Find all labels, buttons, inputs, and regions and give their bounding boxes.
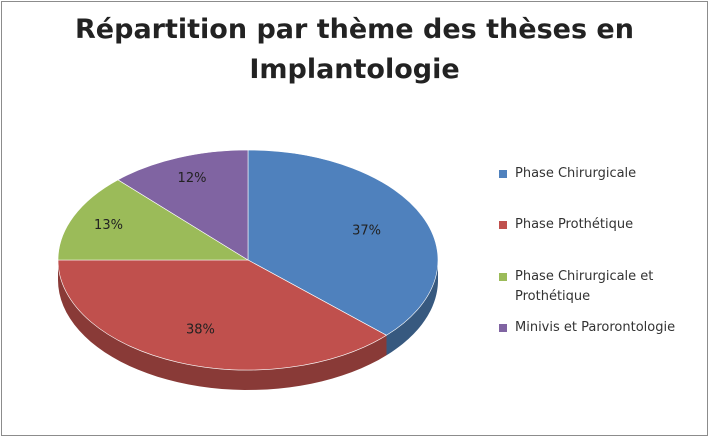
pie-label-3: 12% [177, 171, 207, 187]
pie-label-0: 37% [352, 223, 382, 239]
pie-slices [58, 150, 438, 370]
legend-item-0 [499, 164, 704, 184]
pie-label-2: 13% [94, 218, 123, 234]
chart-title-line-1: Répartition par thème des thèses en [75, 14, 634, 45]
legend-item-2 [499, 267, 704, 307]
legend-label-2: Phase Chirurgicale et Prothétique [515, 269, 654, 304]
legend-label-3: Minivis et Parorontologie [515, 320, 676, 335]
legend-label-0: Phase Chirurgicale [515, 166, 637, 181]
legend-swatch-3 [499, 324, 507, 332]
legend-swatch-2 [499, 273, 507, 281]
legend-swatch-1 [499, 221, 507, 229]
legend-swatch-0 [499, 170, 507, 178]
pie-label-1: 38% [185, 322, 215, 338]
legend-item-3 [499, 318, 704, 338]
legend-label-1: Phase Prothétique [515, 217, 634, 232]
legend-item-1 [499, 215, 704, 235]
chart-title-line-2: Implantologie [249, 54, 460, 85]
